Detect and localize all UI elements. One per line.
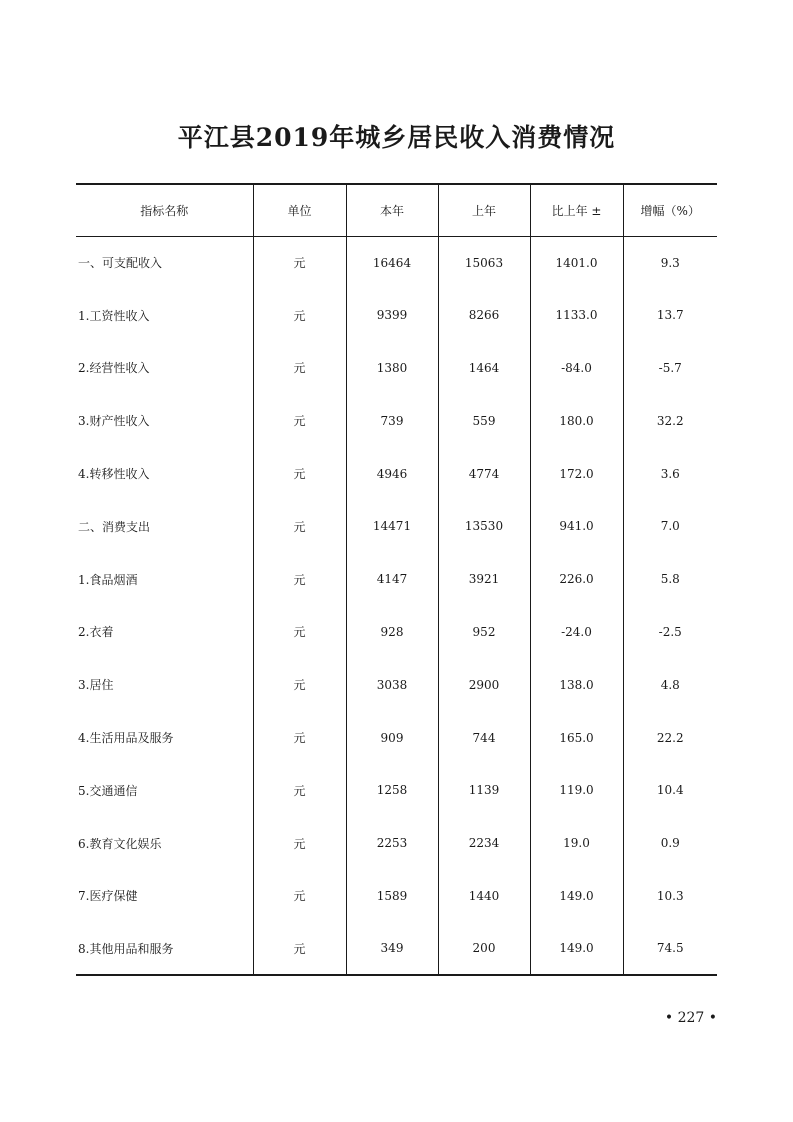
cell-unit: 元	[253, 870, 346, 923]
cell-last-year: 15063	[438, 236, 530, 289]
cell-this-year: 4946	[346, 447, 438, 500]
cell-indicator-name: 6.教育文化娱乐	[78, 836, 162, 851]
cell-unit: 元	[253, 236, 346, 289]
table-row	[76, 553, 717, 606]
cell-unit: 元	[253, 394, 346, 447]
table-row	[76, 394, 717, 447]
cell-indicator-name: 4.转移性收入	[78, 467, 150, 482]
cell-last-year: 952	[438, 606, 530, 659]
cell-growth-rate: 22.2	[623, 711, 717, 764]
cell-this-year: 928	[346, 606, 438, 659]
table-row	[76, 658, 717, 711]
cell-last-year: 744	[438, 711, 530, 764]
cell-this-year: 739	[346, 394, 438, 447]
table-row	[76, 922, 717, 975]
table-row	[76, 606, 717, 659]
table-header-row	[76, 184, 717, 236]
cell-growth-rate: 32.2	[623, 394, 717, 447]
header-unit: 单位	[253, 184, 346, 236]
cell-growth-rate: 0.9	[623, 817, 717, 870]
cell-unit: 元	[253, 553, 346, 606]
cell-growth-rate: 10.3	[623, 870, 717, 923]
cell-last-year: 2234	[438, 817, 530, 870]
cell-indicator-name: 1.食品烟酒	[78, 572, 138, 587]
cell-last-year: 559	[438, 394, 530, 447]
cell-growth-rate: 9.3	[623, 236, 717, 289]
cell-indicator-name: 3.居住	[78, 678, 114, 693]
cell-indicator-name: 1.工资性收入	[78, 308, 150, 323]
cell-indicator-name: 2.经营性收入	[78, 361, 150, 376]
page-title: 平江县2019年城乡居民收入消费情况	[177, 123, 616, 152]
cell-change: 149.0	[530, 870, 623, 923]
cell-unit: 元	[253, 500, 346, 553]
cell-unit: 元	[253, 606, 346, 659]
page-number: • 227 •	[664, 1010, 717, 1026]
cell-change: 19.0	[530, 817, 623, 870]
cell-indicator-name: 8.其他用品和服务	[76, 922, 253, 975]
header-change: 比上年 ±	[530, 184, 623, 236]
table-row	[76, 342, 717, 395]
cell-this-year: 14471	[346, 500, 438, 553]
cell-change: -24.0	[530, 606, 623, 659]
cell-growth-rate: 3.6	[623, 447, 717, 500]
income-consumption-table	[76, 183, 717, 976]
cell-last-year: 1464	[438, 342, 530, 395]
cell-unit: 元	[253, 764, 346, 817]
cell-unit: 元	[253, 342, 346, 395]
cell-growth-rate: 13.7	[623, 289, 717, 342]
cell-this-year: 16464	[346, 236, 438, 289]
cell-change: 226.0	[530, 553, 623, 606]
table-row	[76, 447, 717, 500]
cell-this-year: 1380	[346, 342, 438, 395]
table-row	[76, 764, 717, 817]
cell-this-year: 349	[346, 922, 438, 975]
cell-last-year: 1440	[438, 870, 530, 923]
cell-growth-rate: 7.0	[623, 500, 717, 553]
header-indicator-name: 指标名称	[76, 184, 253, 236]
cell-last-year: 2900	[438, 658, 530, 711]
cell-unit: 元	[253, 289, 346, 342]
table-row	[76, 711, 717, 764]
cell-indicator-name: 3.财产性收入	[78, 414, 150, 429]
table-row	[76, 500, 717, 553]
cell-this-year: 1258	[346, 764, 438, 817]
cell-last-year: 4774	[438, 447, 530, 500]
header-this-year: 本年	[346, 184, 438, 236]
cell-growth-rate: 4.8	[623, 658, 717, 711]
cell-last-year: 1139	[438, 764, 530, 817]
cell-unit: 元	[253, 447, 346, 500]
header-growth-rate: 增幅（%）	[623, 184, 717, 236]
table-row	[76, 817, 717, 870]
cell-change: 165.0	[530, 711, 623, 764]
cell-growth-rate: 74.5	[623, 922, 717, 975]
cell-growth-rate: 10.4	[623, 764, 717, 817]
cell-unit: 元	[253, 922, 346, 975]
cell-this-year: 909	[346, 711, 438, 764]
cell-indicator-name: 5.交通通信	[78, 783, 138, 798]
table-row	[76, 870, 717, 923]
cell-change: 941.0	[530, 500, 623, 553]
cell-change: 138.0	[530, 658, 623, 711]
table-row	[76, 236, 717, 289]
cell-this-year: 1589	[346, 870, 438, 923]
cell-growth-rate: -5.7	[623, 342, 717, 395]
cell-change: 1133.0	[530, 289, 623, 342]
cell-indicator-name: 7.医疗保健	[78, 889, 138, 904]
cell-unit: 元	[253, 817, 346, 870]
cell-unit: 元	[253, 658, 346, 711]
cell-this-year: 9399	[346, 289, 438, 342]
table-row	[76, 289, 717, 342]
header-last-year: 上年	[438, 184, 530, 236]
cell-change: 172.0	[530, 447, 623, 500]
cell-indicator-name: 二、消费支出	[78, 519, 151, 534]
cell-last-year: 3921	[438, 553, 530, 606]
cell-change: -84.0	[530, 342, 623, 395]
cell-indicator-name: 一、可支配收入	[78, 256, 163, 271]
cell-change: 119.0	[530, 764, 623, 817]
cell-change: 1401.0	[530, 236, 623, 289]
cell-growth-rate: 5.8	[623, 553, 717, 606]
cell-last-year: 200	[438, 922, 530, 975]
cell-unit: 元	[253, 711, 346, 764]
cell-change: 149.0	[530, 922, 623, 975]
cell-last-year: 13530	[438, 500, 530, 553]
cell-this-year: 2253	[346, 817, 438, 870]
cell-this-year: 3038	[346, 658, 438, 711]
cell-this-year: 4147	[346, 553, 438, 606]
cell-growth-rate: -2.5	[623, 606, 717, 659]
cell-last-year: 8266	[438, 289, 530, 342]
cell-indicator-name: 4.生活用品及服务	[78, 731, 174, 746]
cell-indicator-name: 2.衣着	[78, 625, 114, 640]
cell-change: 180.0	[530, 394, 623, 447]
